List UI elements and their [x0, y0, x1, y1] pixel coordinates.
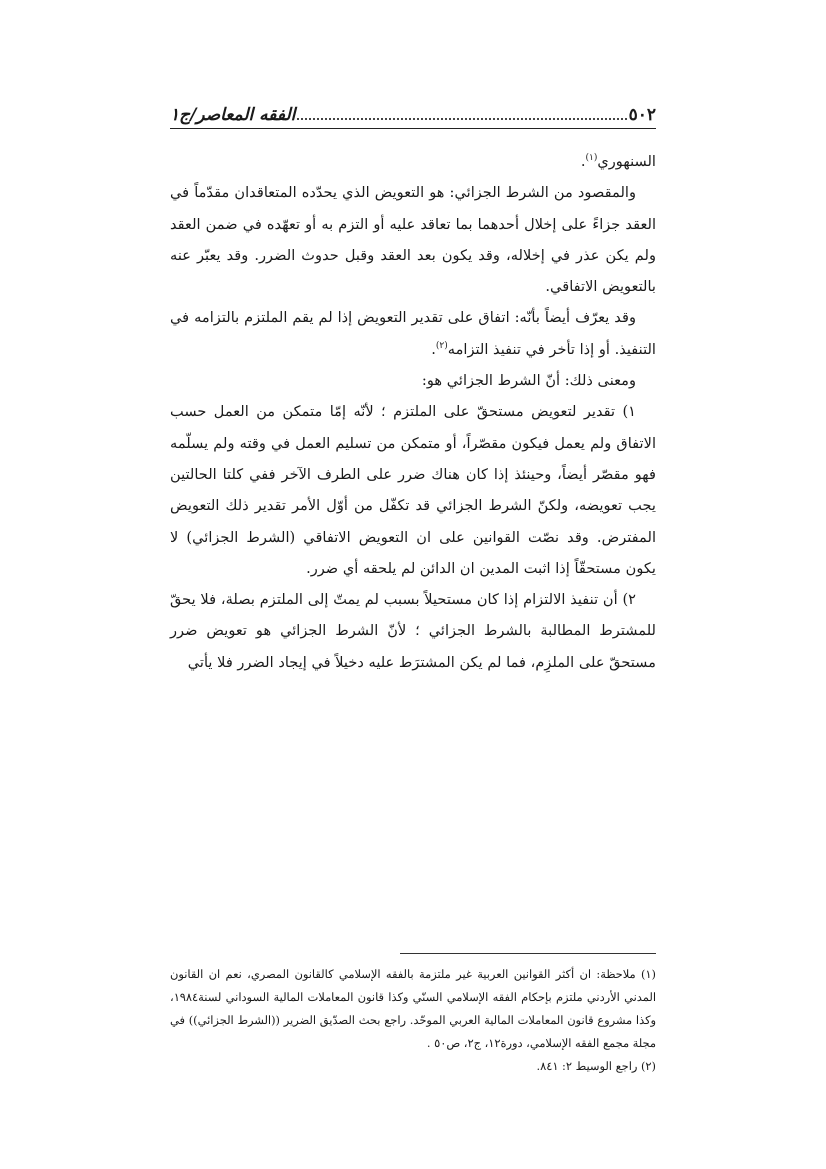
- footnotes: [170, 963, 656, 1078]
- main-text: [170, 146, 656, 678]
- footnote-ref: (٢): [435, 340, 448, 351]
- book-title: الفقه المعاصر/ج١: [170, 105, 296, 125]
- list-item: ٢) أن تنفيذ الالتزام إذا كان مستحيلاً بسبب لم يمتّ إلى الملتزم بصلة، فلا يحقّ للمشترط المطالبة بالشرط الجزائي ؛ لأنّ الشرط الجزائي هو تعويض ضرر مستحقّ على الملزِم، فما لم يكن المشترَط عليه دخيلاً في إيجاد الضرر فلا يأتي: [170, 591, 656, 671]
- list-item: ١) تقدير لتعويض مستحقّ على الملتزم ؛ لأنّه إمّا متمكن من العمل حسب الاتفاق ولم يعمل فيكون مقصّراً، أو متمكن من تسليم العمل في وقته ولم يسلّمه فهو مقصّر أيضاً، وحينئذ إذا كان هناك ضرر على الطرف الآخر ففي كلتا الحالتين يجب تعويضه، ولكنّ الشرط الجزائي قد تكفّل من أوّل الأمر تقدير ذلك التعويض المفترض. وقد نصّت القوانين على ان التعويض الاتفاقي (الشرط الجزائي) لا يكون مستحقّاً إذا اثبت المدين ان الدائن لم يلحقه أي ضرر.: [170, 403, 656, 577]
- header-rule: [170, 128, 656, 129]
- footnote-ref: (١): [585, 153, 598, 164]
- footnote: (٢) راجع الوسيط ٢: ٨٤١.: [536, 1059, 656, 1073]
- footnote: (١) ملاحظة: ان أكثر القوانين العربية غير ملتزمة بالفقه الإسلامي كالقانون المصري، نعم ان القانون المدني الأردني ملتزم بإحكام الفقه الإسلامي السنّي وكذا قانون المعاملات المالية السوداني لسنة١٩٨٤، وكذا مشروع قانون المعاملات المالية العربي الموحّد. راجع بحث الصدّيق الضرير ((الشرط الجزائي)) في مجلة مجمع الفقه الإسلامي، دورة١٢، ج٢، ص٥٠ .: [170, 967, 656, 1050]
- paragraph: والمقصود من الشرط الجزائي: هو التعويض الذي يحدّده المتعاقدان مقدّماً في العقد جزاءً على إخلال أحدهما بما تعاقد عليه أو التزم به أو تعهّده في ضمن العقد ولم يكن عذر في إخلاله، وقد يكون بعد العقد وقبل حدوث الضرر. وقد يعبّر عنه بالتعويض الاتفاقي.: [170, 184, 656, 296]
- paragraph: السنهوري$^{(١)}$.: [580, 153, 656, 170]
- footnote-separator: [400, 953, 656, 954]
- header-dot-leader: [297, 118, 626, 120]
- page-number: ٥٠٢: [628, 105, 656, 125]
- running-header: [170, 95, 656, 125]
- paragraph: ومعنى ذلك: أنّ الشرط الجزائي هو:: [421, 372, 636, 390]
- paragraph: وقد يعرّف أيضاً بأنّه: اتفاق على تقدير التعويض إذا لم يقم الملتزم بالتزامه في التنفيذ. أو إذا تأخر في تنفيذ التزامه$^{(٢)}$.: [170, 309, 656, 358]
